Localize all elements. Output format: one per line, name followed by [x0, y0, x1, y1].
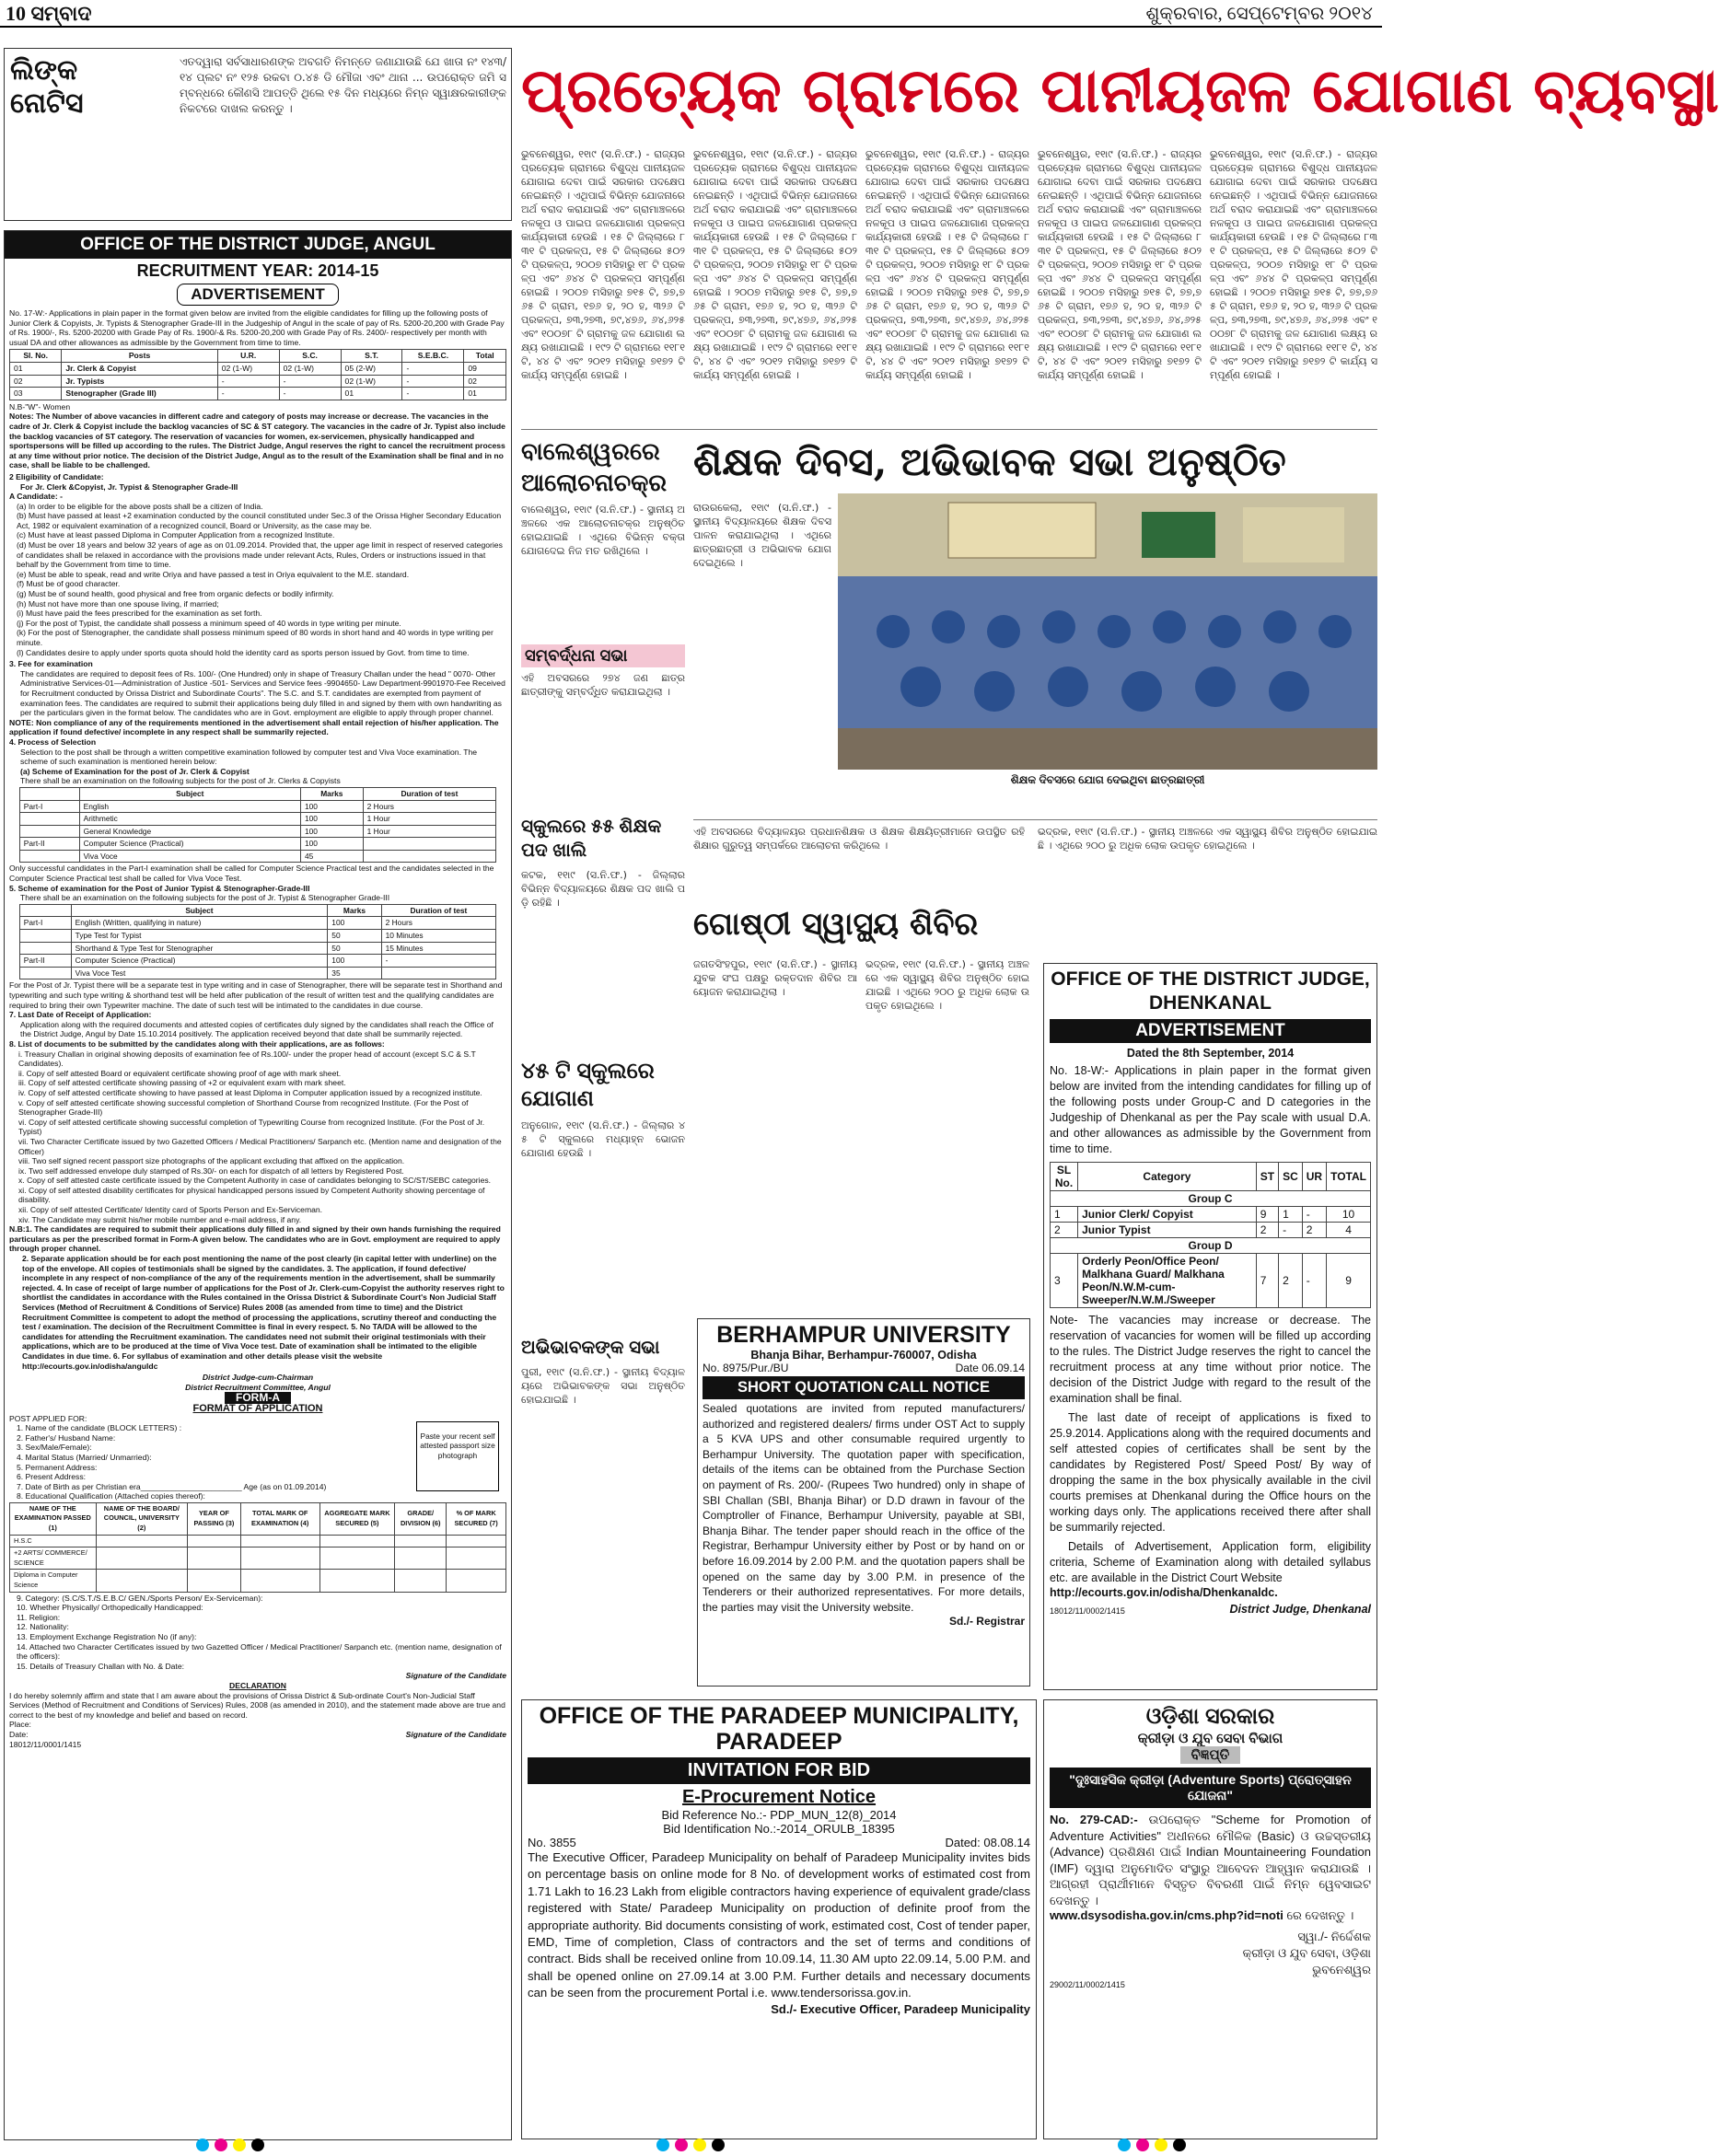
form-item: 5. Permanent Address: [17, 1462, 98, 1472]
photo-story [693, 436, 1377, 814]
table-row: Shorthand & Type Test for Stenographer 50 15 Minutes [19, 942, 495, 955]
eligibility-item: (h) Must not have more than one spouse living, if married; [17, 598, 219, 609]
docs-list [9, 1049, 506, 1225]
registration-marks [0, 2141, 1382, 2153]
dhenkanal-table: SL No. Category ST SC UR TOTAL Group C 1 Junior Clerk/ Copyist 9 1 - 10 2 Junior Typist 2 - 2 4 Group D 3 Orderly Peon/Office Peon/ Malkhana Guard/ Malkhana Peon/N.W.M-cum-Sweeper/N.W.M./Sweeper 7 2 - 9 [1050, 1162, 1371, 1308]
side-subhead: ସ୍କୁଲରେ ୫୫ ଶିକ୍ଷକ ପଦ ଖାଲି [521, 817, 662, 861]
form-item: 15. Details of Treasury Challan with No. & Date: [17, 1661, 184, 1671]
angul-signatory-2: District Recruitment Committee, Angul [185, 1382, 331, 1392]
th: U.R. [217, 350, 279, 363]
table-row: Type Test for Typist 50 10 Minutes [19, 930, 495, 943]
form-item: 10. Whether Physically/ Orthopedically Handicapped: [17, 1603, 203, 1613]
document-item: v. Copy of self attested certificate showing successful completion of Shorthand Course from recognized Institute. (For the Post of Stenographer Grade-III) [18, 1097, 469, 1118]
photo-story-intro: ରାଉରକେଲା, ୧୧ା୯ (ସ.ନି.ଫ.) - ସ୍ଥାନୀୟ ବିଦ୍ୟାଳୟରେ ଶିକ୍ଷକ ଦିବସ ପାଳନ କରାଯାଇଥିଲା । ଏଥିରେ ଛାତ୍ରଛାତ୍ରୀ ଓ ଅଭିଭାବକ ଯୋଗଦେଇଥିଲେ । [693, 502, 831, 569]
angul-office-title: OFFICE OF THE DISTRICT JUDGE, ANGUL [5, 231, 511, 259]
document-item: viii. Two self signed recent passport size photographs of the applicant excluding that affixed on the application. [18, 1156, 405, 1166]
fee-text: The candidates are required to deposit fees of Rs. 100/- (One Hundred) only in shape of Treasury Challan under the head " 0070- Other Administrative Services-01—Administration of Justice -501- Services and Service fees -9904650- Law Department-9901970-Fee Received for Recruitment conducted by Orissa District and Subordinate Courts". The S.C. and S.T. candidates are exempted from payment of examination fees. The candidates are required to submit their applications being duly filled in and signed by them with own handwriting as per the particulars given in the format below. The candidates who are in Govt. employment are eligible to apply through proper channel. [20, 668, 505, 718]
table-header-cell: AGGREGATE MARK SECURED (5) [319, 1502, 395, 1535]
recruitment-year: RECRUITMENT YEAR: 2014-15 [136, 261, 379, 280]
date-label: Date: [9, 1729, 29, 1739]
news-photo [838, 493, 1377, 770]
scheme-b-text: There shall be an examination on the following subjects for the post of Jr. Typist & Stenographer Grade-III [20, 893, 390, 903]
form-item: 8. Educational Qualification (Attached copies thereof): [17, 1491, 205, 1501]
scheme-a-table: Subject Marks Duration of test Part-I English 100 2 Hours Arithmetic 100 1 Hour General Knowledge 100 1 Hour Part-II Computer Science (Practical) 100 Viva Voce 45 [19, 787, 496, 864]
post-applied: POST APPLIED FOR: [9, 1413, 87, 1423]
table-row: Diploma in Computer Science [10, 1570, 506, 1592]
angul-signatory-1: District Judge-cum-Chairman [202, 1373, 314, 1383]
odisha-title: ଓଡ଼ିଶା ସରକାର [1145, 1704, 1275, 1729]
table-row: Viva Voce 45 [19, 850, 495, 863]
odisha-sign-2: କ୍ରୀଡ଼ା ଓ ଯୁବ ସେବା, ଓଡ଼ିଶା [1242, 1946, 1371, 1960]
document-item: vi. Copy of self attested certificate showing successful completion of Typewriting Course from recognized Institute. (For the Post of Jr. Typist) [18, 1117, 485, 1137]
document-item: xi. Copy of self attested disability certificates for physical handicapped persons issued by Competent Authority showing percentage of disability. [18, 1185, 485, 1205]
dhenkanal-website[interactable]: http://ecourts.gov.in/odisha/Dhenkanaldc. [1050, 1586, 1278, 1599]
odisha-website[interactable]: www.dsysodisha.gov.in/cms.php?id=noti ରେ ଦେଖନ୍ତୁ । [1050, 1908, 1354, 1922]
th: Total [464, 350, 506, 363]
group-c-label: Group C [1051, 1191, 1371, 1207]
main-story-col-3: ଭୁବନେଶ୍ୱର, ୧୧ା୯ (ସ.ନି.ଫ.) - ରାଜ୍ୟର ପ୍ରତ୍ୟେକ ଗ୍ରାମରେ ବିଶୁଦ୍ଧ ପାନୀୟଜଳ ଯୋଗାଇ ଦେବା ପାଇଁ ସରକାର ପଦକ୍ଷେପ ନେଇଛନ୍ତି । ଏଥିପାଇଁ ବିଭିନ୍ନ ଯୋଜନାରେ ଅର୍ଥ ବରାଦ କରାଯାଇଛି ଏବଂ ଗ୍ରାମାଞ୍ଚଳରେ ନଳକୂପ ଓ ପାଇପ ଜଳଯୋଗାଣ ପ୍ରକଳ୍ପ କାର୍ଯ୍ୟକାରୀ ହେଉଛି । ୧୫ ଟି ଜିଲ୍ଲାରେ ୮୩୧ ଟି ପ୍ରକଳ୍ପ, ୧୫ ଟି ଜିଲ୍ଲାରେ ୫୦୨ ଟି ପ୍ରକଳ୍ପ, ୨୦୦୭ ମସିହାରୁ ୧୮ ଟି ପ୍ରକଳ୍ପ ଏବଂ ୬୪୪ ଟି ପ୍ରକଳ୍ପ ସମ୍ପୂର୍ଣ୍ଣ ହୋଇଛି । ୨୦୦୭ ମସିହାରୁ ୭୧୫ ଟି, ୭୭,୭୬୫ ଟି ଗ୍ରାମ, ୧୭୬ ହ, ୨୦ ହ, ୩୨୬ ଟି ପ୍ରକଳ୍ପ, ୭୩,୨୭୩, ୭୯,୪୭୬, ୬୪,୬୨୫ ଏବଂ ୧୦୦୭୮ ଟି ଗ୍ରାମକୁ ଜଳ ଯୋଗାଣ ଲକ୍ଷ୍ୟ ରଖାଯାଇଛି । ୧୯୨ ଟି ଗ୍ରାମରେ ୧୧୮୧ ଟି, ୪୪ ଟି ଏବଂ ୨୦୧୨ ମସିହାରୁ ୭୧୭୨ ଟି କାର୍ଯ୍ୟ ସମ୍ପୂର୍ଣ୍ଣ ହୋଇଛି । [865, 148, 1029, 381]
paradeep-title: OFFICE OF THE PARADEEP MUNICIPALITY, PARADEEP [539, 1703, 1019, 1755]
document-item: iv. Copy of self attested certificate showing to have passed at least Diploma in Computer application issued by a recognized institute. [18, 1087, 482, 1097]
group-d-label: Group D [1051, 1238, 1371, 1254]
dhenkanal-advert: ADVERTISEMENT [1050, 1019, 1371, 1043]
dhenkanal-note: Note- The vacancies may increase or decrease. The reservation of vacancies for women will be filled up according to the rules. The District Judge reserves the right to cancel the recruitment process at any time without prior notice. The decision of the District Judge with regard to the result of the examination shall be final. [1050, 1314, 1371, 1405]
photo-caption: ଶିକ୍ଷକ ଦିବସରେ ଯୋଗ ଦେଇଥିବା ଛାତ୍ରଛାତ୍ରୀ [1010, 773, 1205, 786]
document-item: i. Treasury Challan in original showing deposits of examination fee of Rs.100/- under the proper head of account (except S.C & S.T Candidates). [18, 1049, 476, 1069]
th: Posts [62, 350, 217, 363]
bu-address: Bhanja Bihar, Berhampur-760007, Odisha [750, 1349, 977, 1362]
paradeep-no: No. 3855 [528, 1836, 576, 1849]
masthead: ସମ୍ବାଦ [30, 2, 92, 25]
dhenkanal-office: OFFICE OF THE DISTRICT JUDGE, DHENKANAL [1051, 968, 1370, 1014]
table-row: 01 Jr. Clerk & Copyist 02 (1-W) 02 (1-W) 05 (2-W) - 09 [10, 362, 506, 375]
angul-vacancy-table [9, 349, 506, 400]
notice-title: ଲିଙ୍କ ନୋଟିସ [10, 54, 84, 120]
date-line: ଶୁକ୍ରବାର, ସେପ୍ଟେମ୍ବର ୨୦୧୪ [1145, 4, 1373, 24]
page-number: 10 ସମ୍ବାଦ [6, 2, 92, 25]
table-row: H.S.C [10, 1535, 506, 1547]
th: Sl. No. [10, 350, 62, 363]
angul-notes: Notes: The Number of above vacancies in different cadre and category of posts may increase or decrease. The vacancies in the cadre of Jr. Clerk & Copyist include the backlog vacancies of SC & ST category. The vacancies in the cadre of Jr. Typist also include the backlog vacancies of ST category. The reservation of vacancies for women, ex-servicemen, physically handicapped and sportspersons will be filled up according to the rules. The District Judge, Angul reserves the right to cancel the recruitment process at any time without prior notice. The decision of the District Judge, Angul as to the result of the Examination shall be final and in no case, shall be liable to be challenged. [9, 411, 505, 470]
signature-candidate-1: Signature of the Candidate [405, 1671, 506, 1681]
eligibility-item: (l) Candidates desire to apply under sports quota should hold the identity card as sports person issued by Govt. from time to time. [17, 647, 470, 657]
scheme-a-heading: (a) Scheme of Examination for the post of Jr. Clerk & Copyist [20, 766, 250, 776]
bu-signatory: Sd./- Registrar [948, 1615, 1025, 1629]
odisha-body: No. 279-CAD:- ଉପରୋକ୍ତ "Scheme for Promotion of Adventure Activities" ଅଧୀନରେ ମୌଳିକ (Basic) ଓ ଉଚ୍ଚସ୍ତରୀୟ (Advance) ପ୍ରଶିକ୍ଷଣ ପାଇଁ Indian Mountaineering Foundation (IMF) ଦ୍ୱାରା ଅନୁମୋଦିତ ସଂସ୍ଥାରୁ ଆବେଦନ ଆହ୍ୱାନ କରାଯାଉଛି । ଆଗ୍ରହୀ ପ୍ରାର୍ଥୀମାନେ ବିସ୍ତୃତ ବିବରଣୀ ପାଇଁ ନିମ୍ନ ୱେବସାଇଟ ଦେଖନ୍ତୁ । [1050, 1813, 1371, 1907]
form-item: 12. Nationality: [17, 1622, 69, 1632]
paradeep-body: The Executive Officer, Paradeep Municipality on behalf of Paradeep Municipality invites bids on percentage basis on online mode for 8 No. of development works of estimated cost from 1.71 Lakh to 16.23 Lakh from eligible contractors having experience of equivalent grade/class registered with State/ Paradeep Municipality on production of definite proof from the appropriate authority. Bid documents consisting of work, estimated cost, Cost of tender paper, EMD, Time of completion, Class of contractors and the set of terms and conditions of contract. Bids shall be received online from 10.09.14, 11.30 AM upto 22.09.14, 5.00 P.M. and shall be opened online on 27.09.14 at 3.00 P.M. Further details and necessary documents can be seen from the procurement Portal i.e. www.tendersorissa.gov.in. [528, 1850, 1030, 2000]
form-item: 9. Category: (S.C/S.T./S.E.B.C/ GEN./Sports Person/ Ex-Serviceman): [17, 1593, 263, 1603]
dhenkanal-advertisement [1043, 963, 1377, 1690]
notice-body: ଏତଦ୍ୱାରା ସର୍ବସାଧାରଣଙ୍କ ଅବଗତି ନିମନ୍ତେ ଜଣାଯାଉଛି ଯେ ଖାତା ନଂ ୧୪୩/୧୪ ପ୍ଲଟ ନଂ ୧୨୫ ରକବା ୦.୪୫ ଡି ମୌଜା ଏବଂ ଥାନା ... ଉପରୋକ୍ତ ଜମି ସମ୍ବନ୍ଧରେ କୌଣସି ଆପତ୍ତି ଥିଲେ ୧୫ ଦିନ ମଧ୍ୟରେ ନିମ୍ନ ସ୍ୱାକ୍ଷରକାରୀଙ୍କ ନିକଟରେ ଦାଖଲ କରନ୍ତୁ । [180, 55, 506, 115]
table-row: General Knowledge 100 1 Hour [19, 825, 495, 838]
legal-notice-ad [4, 48, 512, 221]
eligibility-item: (f) Must be of good character. [17, 579, 121, 589]
th: S.E.B.C. [402, 350, 464, 363]
table-row: +2 ARTS/ COMMERCE/ SCIENCE [10, 1547, 506, 1570]
selection-heading: 4. Process of Selection [9, 736, 97, 747]
docs-heading: 8. List of documents to be submitted by the candidates along with their applications, are as follows: [9, 1038, 385, 1049]
advertisement-label: ADVERTISEMENT [177, 284, 338, 306]
paradeep-invitation: INVITATION FOR BID [528, 1757, 1030, 1784]
table-row: 2 Junior Typist 2 - 2 4 [1051, 1223, 1371, 1238]
form-item: 6. Present Address: [17, 1472, 86, 1482]
middle-story-col-2: ଭଦ୍ରକ, ୧୧ା୯ (ସ.ନି.ଫ.) - ସ୍ଥାନୀୟ ଅଞ୍ଚଳରେ ଏକ ସ୍ୱାସ୍ଥ୍ୟ ଶିବିର ଅନୁଷ୍ଠିତ ହୋଇଯାଇଛି । ଏଥିରେ ୨୦୦ ରୁ ଅଧିକ ଲୋକ ଉପକୃତ ହୋଇଥିଲେ । [865, 958, 1029, 1012]
table-row: 03 Stenographer (Grade III) - - 01 - 01 [10, 388, 506, 400]
side-subhead-3: ଅଭିଭାବକଙ୍କ ସଭା [521, 1338, 660, 1358]
angul-advertisement [4, 230, 512, 2140]
paradeep-bid-ref: Bid Reference No.:- PDP_MUN_12(8)_2014 [661, 1808, 897, 1822]
form-item: 11. Religion: [17, 1612, 61, 1622]
scheme-b-heading: 5. Scheme of examination for the Post of Junior Typist & Stenographer-Grade-III [9, 883, 310, 893]
table-row: Part-I English 100 2 Hours [19, 800, 495, 813]
form-item: 3. Sex/Male/Female): [17, 1443, 92, 1453]
odisha-sign-1: ସ୍ୱା./- ନିର୍ଦ୍ଦେଶକ [1297, 1930, 1371, 1943]
form-item: 7. Date of Birth as per Christian era_______________________ Age (as on 01.09.2014) [17, 1481, 327, 1491]
angul-note: NOTE: Non compliance of any of the requirements mentioned in the advertisement shall entail rejection of his/her application. The application if found defective/ incomplete in any respect shall be summarily rejected. [9, 717, 499, 737]
document-item: ii. Copy of self attested Board or equivalent certificate showing proof of age with mark sheet. [18, 1068, 342, 1078]
paradeep-notice [521, 1699, 1037, 2139]
side-body: ବାଲେଶ୍ୱର, ୧୧ା୯ (ସ.ନି.ଫ.) - ସ୍ଥାନୀୟ ଅଞ୍ଚଳରେ ଏକ ଆଲୋଚନାଚକ୍ର ଅନୁଷ୍ଠିତ ହୋଇଯାଇଛି । ଏଥିରେ ବିଭିନ୍ନ ବକ୍ତା ଯୋଗଦେଇ ନିଜ ମତ ରଖିଥିଲେ । [521, 504, 685, 557]
side-story [521, 436, 685, 1688]
photo-box: Paste your recent self attested passport size photograph [416, 1421, 499, 1491]
table-row: 02 Jr. Typists - - 02 (1-W) - 02 [10, 375, 506, 388]
nb1: N.B:1. The candidates are required to submit their applications duly filled in and signed by their own hands furnishing the required particulars as per the prescribed format in Form-A given below. The candidates who are in Govt. employment are required to apply through proper channel. [9, 1224, 501, 1254]
document-item: vii. Two Character Certificate issued by two Gazetted Officers / Medical Practitioners/ Sarpanch etc. (Mention name and designation of the Officer) [18, 1136, 502, 1156]
form-subtitle: FORMAT OF APPLICATION [192, 1402, 323, 1414]
eligibility-heading: 2 Eligibility of Candidate: [9, 471, 104, 481]
form-item: 14. Attached two Character Certificates issued by two Gazetted Officer / Medical Practitioner/ Sarpanch etc. (mention name, designation of the officers): [17, 1641, 502, 1662]
th: S.C. [279, 350, 341, 363]
scheme-a-text: There shall be an examination on the following subjects for the post of Jr. Clerks & Copyists [20, 776, 341, 786]
bu-body: Sealed quotations are invited from reputed manufacturers/ authorized and registered dealers/ firms under OST Act to supply a 5 KVA UPS and other consumable required urgently to Berhampur University. The quotation paper with specification, details of the items can be obtained from the Purchase Section on payment of Rs. 200/- (Rupees Two hundred) only in shape of SBI Challan (SBI, Bhanja Bihar) or D.D drawn in favour of the Comptroller of Finance, Berhampur University, payable at SBI, Bhanja Bihar. The tender paper should reach in the office of the Registrar, Berhampur University either by Post or by hand on or before 16.09.2014 by 2.00 P.M. and the quotation papers shall be opened on the same day by 3.00 P.M. in presence of the Tenderers or their authorized representatives. For more details, the parties may visit the University website. [703, 1402, 1025, 1614]
side-subhead-2: ୪୫ ଟି ସ୍କୁଲରେ ଯୋଗାଣ [521, 1059, 655, 1111]
table-row: 3 Orderly Peon/Office Peon/ Malkhana Guard/ Malkhana Peon/N.W.M-cum-Sweeper/N.W.M./Sweeper 7 2 - 9 [1051, 1254, 1371, 1308]
angul-ref: 18012/11/0001/1415 [9, 1739, 82, 1749]
paradeep-signatory: Sd./- Executive Officer, Paradeep Municipality [771, 2001, 1030, 2016]
main-story-col-5: ଭୁବନେଶ୍ୱର, ୧୧ା୯ (ସ.ନି.ଫ.) - ରାଜ୍ୟର ପ୍ରତ୍ୟେକ ଗ୍ରାମରେ ବିଶୁଦ୍ଧ ପାନୀୟଜଳ ଯୋଗାଇ ଦେବା ପାଇଁ ସରକାର ପଦକ୍ଷେପ ନେଇଛନ୍ତି । ଏଥିପାଇଁ ବିଭିନ୍ନ ଯୋଜନାରେ ଅର୍ଥ ବରାଦ କରାଯାଇଛି ଏବଂ ଗ୍ରାମାଞ୍ଚଳରେ ନଳକୂପ ଓ ପାଇପ ଜଳଯୋଗାଣ ପ୍ରକଳ୍ପ କାର୍ଯ୍ୟକାରୀ ହେଉଛି । ୧୫ ଟି ଜିଲ୍ଲାରେ ୮୩୧ ଟି ପ୍ରକଳ୍ପ, ୧୫ ଟି ଜିଲ୍ଲାରେ ୫୦୨ ଟି ପ୍ରକଳ୍ପ, ୨୦୦୭ ମସିହାରୁ ୧୮ ଟି ପ୍ରକଳ୍ପ ଏବଂ ୬୪୪ ଟି ପ୍ରକଳ୍ପ ସମ୍ପୂର୍ଣ୍ଣ ହୋଇଛି । ୨୦୦୭ ମସିହାରୁ ୭୧୫ ଟି, ୭୭,୭୬୫ ଟି ଗ୍ରାମ, ୧୭୬ ହ, ୨୦ ହ, ୩୨୬ ଟି ପ୍ରକଳ୍ପ, ୭୩,୨୭୩, ୭୯,୪୭୬, ୬୪,୬୨୫ ଏବଂ ୧୦୦୭୮ ଟି ଗ୍ରାମକୁ ଜଳ ଯୋଗାଣ ଲକ୍ଷ୍ୟ ରଖାଯାଇଛି । ୧୯୨ ଟି ଗ୍ରାମରେ ୧୧୮୧ ଟି, ୪୪ ଟି ଏବଂ ୨୦୧୨ ମସିହାରୁ ୭୧୭୨ ଟି କାର୍ଯ୍ୟ ସମ୍ପୂର୍ଣ୍ଣ ହୋଇଛି । [1210, 148, 1377, 381]
middle-story-col-1: ଜଗତସିଂହପୁର, ୧୧ା୯ (ସ.ନି.ଫ.) - ସ୍ଥାନୀୟ ଯୁବକ ସଂଘ ପକ୍ଷରୁ ରକ୍ତଦାନ ଶିବିର ଆୟୋଜନ କରାଯାଇଥିଲା । [693, 958, 857, 998]
eligibility-item: (d) Must be over 18 years and below 32 years of age as on 01.09.2014. Provided that, the upper age limit in respect of reserved categories of candidates shall be relaxed in accordance with the provisions made under relevant Acts, Rules, Orders or instructions issued in that behalf by the Government from time to time. [17, 540, 503, 570]
nb-more: 2. Separate application should be for each post mentioning the name of the post clearly (in capital letter with underline) on the top of the envelope. All copies of testimonials shall be signed by the candidates. 3. The application, if found defective/ incomplete in any respect of non-compliance of the any of the requirements mention in the advertisement, shall be summarily rejected. 4. In case of receipt of large number of applications for the Post of Jr. Clerk-cum-Copyist the authority reserves right to shortlist the candidates in accordance with the Rules contained in the Orissa District & Subordinate Court's Non Judicial Staff Services (Method of Recruitment & Conditions of Service) Rules 2008 (as amended from time to time) and the District Recruitment Committee is competent to adopt the method of processing the applications, scrutiny thereof and conducting the test / examination. The decision of the Recruitment Committee is final in every respect. 5. No TA/DA will be allowed to the candidates for attending the Recruitment examination. The candidates need not submit their original testimonials with their applications, which are to be produced at the time of Viva Voce test. Date of examination shall be intimated to the eligible Candidates in due time. 6. For syllabus of examination and other details please visit the website http://ecourts.gov.in/odisha/anguldc [22, 1254, 505, 1371]
form-item: 13. Employment Exchange Registration No (if any): [17, 1632, 197, 1641]
signature-candidate-2: Signature of the Candidate [405, 1729, 506, 1739]
table-header-cell: % OF MARK SECURED (7) [447, 1502, 506, 1535]
odisha-sub: ବିଜ୍ଞପ୍ତି [1180, 1746, 1241, 1764]
form-item: 4. Marital Status (Married/ Unmarried): [17, 1452, 152, 1462]
paradeep-dated: Dated: 08.08.14 [945, 1836, 1030, 1849]
scheme-b-after: For the Post of Jr. Typist there will be a separate test in type writing and in case of Stenographer, there will be separate test in Shorthand and typewriting and such type writing & shorthand test will be held after publication of the result of written test and the qualifying candidates are required to bring their own Typewriter machine. The date of such test will be intimated to the candidates in due course. [9, 980, 503, 1010]
bu-no: No. 8975/Pur./BU [703, 1362, 789, 1374]
dhenkanal-intro: No. 18-W:- Applications in plain paper in the format given below are invited from the intending candidates for filling up of the following posts under Group-C and D categories in the Judgeship of Dhenkanal as per the Pay scale with usual D.A. and other allowances as admissible by the Government from time to time. [1050, 1064, 1371, 1155]
dhenkanal-signatory: District Judge, Dhenkanal [1229, 1603, 1371, 1616]
paradeep-eproc: E-Procurement Notice [681, 1787, 877, 1807]
document-item: ix. Two self addressed envelope duly stamped of Rs.30/- on each for dispatch of all letters by Registered Post. [18, 1165, 404, 1176]
qualification-table [9, 1502, 506, 1593]
dhenkanal-details: Details of Advertisement, Application form, eligibility criteria, Scheme of Examination along with detailed syllabus etc. are available in the District Court Website [1050, 1540, 1371, 1584]
document-item: xiv. The Candidate may submit his/her mobile number and e-mail address, if any. [18, 1214, 302, 1224]
table-row: Part-I English (Written, qualifying in nature) 100 2 Hours [19, 917, 495, 930]
eligibility-item: (j) For the post of Typist, the candidate shall possess a minimum speed of 40 words in type writing per minute. [17, 618, 401, 628]
candidate-heading: A Candidate: - [9, 492, 63, 502]
odisha-sign-3: ଭୁବନେଶ୍ୱର [1312, 1963, 1371, 1976]
eligibility-item: (c) Must have at least passed Diploma in Computer Application from a recognized Institute. [17, 530, 335, 540]
side-body-5: ପୁରୀ, ୧୧ା୯ (ସ.ନି.ଫ.) - ସ୍ଥାନୀୟ ବିଦ୍ୟାଳୟରେ ଅଭିଭାବକଙ୍କ ସଭା ଅନୁଷ୍ଠିତ ହୋଇଯାଇଛି । [521, 1366, 685, 1406]
table-header-cell: NAME OF THE BOARD/ COUNCIL, UNIVERSITY (2) [96, 1502, 188, 1535]
th: S.T. [341, 350, 402, 363]
table-header-cell: NAME OF THE EXAMINATION PASSED (1) [10, 1502, 97, 1535]
side-headline: ବାଲେଶ୍ୱରରେ ଆଲୋଚନାଚକ୍ର [521, 438, 668, 497]
side-body-4: ଅନୁଗୋଳ, ୧୧ା୯ (ସ.ନି.ଫ.) - ଜିଲ୍ଲାର ୪୫ ଟି ସ୍କୁଲରେ ମଧ୍ୟାହ୍ନ ଭୋଜନ ଯୋଗାଣ ହେଉଛି । [521, 1119, 685, 1159]
table-header-cell: YEAR OF PASSING (3) [188, 1502, 241, 1535]
dhenkanal-last-date: The last date of receipt of applications is fixed to 25.9.2014. Applications along with the required documents and self attested copies of certificates shall be sent by the candidates by Registered Post/ Speed Post/ By way of dropping the same in the box physically available in the civil courts premises at Dhenkanal during the Office hours on the working days only. The applications received there after shall be summarily rejected. [1050, 1411, 1371, 1534]
odisha-banner: "ଦୁଃସାହସିକ କ୍ରୀଡ଼ା (Adventure Sports) ପ୍ରୋତ୍ସାହନ ଯୋଜନା" [1050, 1768, 1371, 1808]
photo-story-col-b: ଭଦ୍ରକ, ୧୧ା୯ (ସ.ନି.ଫ.) - ସ୍ଥାନୀୟ ଅଞ୍ଚଳରେ ଏକ ସ୍ୱାସ୍ଥ୍ୟ ଶିବିର ଅନୁଷ୍ଠିତ ହୋଇଯାଇଛି । ଏଥିରେ ୨୦୦ ରୁ ଅଧିକ ଲୋକ ଉପକୃତ ହୋଇଥିଲେ । [1038, 826, 1377, 852]
table-row: Arithmetic 100 1 Hour [19, 813, 495, 826]
declaration-text: I do hereby solemnly affirm and state that I am aware about the provisions of Orissa District & Sub-ordinate Court's Non-Judicial Staff Services (Method of Recruitment and Conditions of Services) Rules, 2008 (as amended in 2010), and the statement made above are true and correct to the best of my knowledge and belief and based on record. [9, 1690, 505, 1720]
side-body-3: କଟକ, ୧୧ା୯ (ସ.ନି.ଫ.) - ଜିଲ୍ଲାର ବିଭିନ୍ନ ବିଦ୍ୟାଳୟରେ ଶିକ୍ଷକ ପଦ ଖାଲି ପଡ଼ି ରହିଛି । [521, 869, 685, 909]
form-items-2 [9, 1594, 506, 1672]
main-story-col-1: ଭୁବନେଶ୍ୱର, ୧୧ା୯ (ସ.ନି.ଫ.) - ରାଜ୍ୟର ପ୍ରତ୍ୟେକ ଗ୍ରାମରେ ବିଶୁଦ୍ଧ ପାନୀୟଜଳ ଯୋଗାଇ ଦେବା ପାଇଁ ସରକାର ପଦକ୍ଷେପ ନେଇଛନ୍ତି । ଏଥିପାଇଁ ବିଭିନ୍ନ ଯୋଜନାରେ ଅର୍ଥ ବରାଦ କରାଯାଇଛି ଏବଂ ଗ୍ରାମାଞ୍ଚଳରେ ନଳକୂପ ଓ ପାଇପ ଜଳଯୋଗାଣ ପ୍ରକଳ୍ପ କାର୍ଯ୍ୟକାରୀ ହେଉଛି । ୧୫ ଟି ଜିଲ୍ଲାରେ ୮୩୧ ଟି ପ୍ରକଳ୍ପ, ୧୫ ଟି ଜିଲ୍ଲାରେ ୫୦୨ ଟି ପ୍ରକଳ୍ପ, ୨୦୦୭ ମସିହାରୁ ୧୮ ଟି ପ୍ରକଳ୍ପ ଏବଂ ୬୪୪ ଟି ପ୍ରକଳ୍ପ ସମ୍ପୂର୍ଣ୍ଣ ହୋଇଛି । ୨୦୦୭ ମସିହାରୁ ୭୧୫ ଟି, ୭୭,୭୬୫ ଟି ଗ୍ରାମ, ୧୭୬ ହ, ୨୦ ହ, ୩୨୬ ଟି ପ୍ରକଳ୍ପ, ୭୩,୨୭୩, ୭୯,୪୭୬, ୬୪,୬୨୫ ଏବଂ ୧୦୦୭୮ ଟି ଗ୍ରାମକୁ ଜଳ ଯୋଗାଣ ଲକ୍ଷ୍ୟ ରଖାଯାଇଛି । ୧୯୨ ଟି ଗ୍ରାମରେ ୧୧୮୧ ଟି, ୪୪ ଟି ଏବଂ ୨୦୧୨ ମସିହାରୁ ୭୧୭୨ ଟି କାର୍ଯ୍ୟ ସମ୍ପୂର୍ଣ୍ଣ ହୋଇଛି । [521, 148, 685, 381]
scheme-a-after: Only successful candidates in the Part-I examination shall be called for Computer Science Practical test and the candidates selected in the Computer Science Practical test shall be called for Viva Voce Test. [9, 864, 494, 884]
odisha-dept: କ୍ରୀଡ଼ା ଓ ଯୁବ ସେବା ବିଭାଗ [1137, 1731, 1283, 1746]
photo-story-headline: ଶିକ୍ଷକ ଦିବସ, ଅଭିଭାବକ ସଭା ଅନୁଷ୍ଠିତ [693, 439, 1286, 484]
document-item: x. Copy of self attested caste certificate issued by the Competent Authority in case of candidates belonging to SC/ST/SEBC categories. [18, 1176, 492, 1186]
last-date-text: Application along with the required documents and attested copies of certificates duly signed by the candidates shall reach the Office of the District Judge, Angul by Date 15.10.2014 positively. The application received beyond that date shall be summarily rejected. [20, 1019, 494, 1039]
bu-date: Date 06.09.14 [955, 1362, 1025, 1374]
classroom-photo-illustration [838, 493, 1377, 770]
eligibility-sub: For Jr. Clerk &Copyist, Jr. Typist & Stenographer Grade-III [20, 481, 238, 492]
place-label: Place: [9, 1720, 31, 1730]
form-item: 2. Father's/ Husband Name: [17, 1432, 116, 1443]
declaration-title: DECLARATION [229, 1680, 286, 1690]
odisha-sports-ad [1043, 1699, 1377, 2139]
eligibility-item: (e) Must be able to speak, read and write Oriya and have passed a test in Oriya equivalent to the M.E. standard. [17, 569, 410, 579]
scheme-b-table: Subject Marks Duration of test Part-I English (Written, qualifying in nature) 100 2 Hours Type Test for Typist 50 10 Minutes Shorthand & Type Test for Stenographer 50 15 Minutes Part-II Computer Science (Practical) 100 - Viva Voce Test 35 [19, 904, 496, 980]
page-header [0, 0, 1382, 28]
last-date-heading: 7. Last Date of Receipt of Application: [9, 1010, 152, 1020]
side-highlight: ସମ୍ବର୍ଦ୍ଧନା ସଭା [521, 644, 685, 667]
eligibility-item: (a) In order to be eligible for the above posts shall be a citizen of India. [17, 501, 263, 511]
table-row: 1 Junior Clerk/ Copyist 9 1 - 10 [1051, 1207, 1371, 1223]
angul-intro: No. 17-W:- Applications in plain paper in the format given below are invited from the eligible candidates for filling up the following posts of Junior Clerk & Copyists, Jr. Typists & Stenographer Grade-III in the Judgeship of Angul in the scale of pay of Rs. 5200-20,200 with Grade Pay of Rs. 1900/-, Rs. 5200-20200 with Grade Pay of Rs. 1900/-& Rs. 5200-20,200 with Grade Pay of Rs. 2400/- respectively per month with usual DA and other allowances as admissible by the Government from time to time. [9, 308, 505, 347]
table-row: Part-II Computer Science (Practical) 100 - [19, 955, 495, 968]
odisha-ref: 29002/11/0002/1415 [1050, 1980, 1125, 1989]
side-body-2: ଏହି ଅବସରରେ ୨୭୪ ଜଣ ଛାତ୍ରଛାତ୍ରୀଙ୍କୁ ସମ୍ବର୍ଦ୍ଧିତ କରାଯାଇଥିଲା । [521, 672, 685, 698]
dhenkanal-ref: 18012/11/0002/1415 [1050, 1606, 1125, 1616]
eligibility-item: (b) Must have passed at least +2 examination conducted by the council constituted under Sec.3 of the Orissa Higher Secondary Education Act, 1982 or equivalent examination of a recognized council, Board or University, as the case may be. [17, 511, 502, 530]
bu-title: BERHAMPUR UNIVERSITY [716, 1322, 1011, 1348]
table-row: Viva Voce Test 35 [19, 967, 495, 979]
table-header-cell: GRADE/ DIVISION (6) [395, 1502, 447, 1535]
paradeep-bid-id: Bid Identification No.:-2014_ORULB_18395 [663, 1822, 895, 1836]
document-item: iii. Copy of self attested certificate showing passing of +2 or equivalent exam with mark sheet. [18, 1078, 346, 1088]
bu-notice-label: SHORT QUOTATION CALL NOTICE [703, 1376, 1025, 1399]
dhenkanal-dated: Dated the 8th September, 2014 [1126, 1047, 1295, 1060]
table-header-cell: TOTAL MARK OF EXAMINATION (4) [240, 1502, 319, 1535]
fee-heading: 3. Fee for examination [9, 659, 93, 669]
selection-text: Selection to the post shall be through a written competitive examination followed by computer test and Viva Voce examination. The scheme of such examination is mentioned herein below: [20, 747, 478, 767]
form-item: 1. Name of the candidate (BLOCK LETTERS) : [17, 1423, 182, 1433]
form-items [9, 1423, 397, 1501]
table-row: Part-II Computer Science (Practical) 100 [19, 838, 495, 851]
eligibility-item: (i) Must have paid the fees prescribed for the examination as set forth. [17, 609, 262, 619]
middle-headline: ଗୋଷ୍ଠୀ ସ୍ୱାସ୍ଥ୍ୟ ଶିବିର [693, 906, 979, 943]
main-story-col-2: ଭୁବନେଶ୍ୱର, ୧୧ା୯ (ସ.ନି.ଫ.) - ରାଜ୍ୟର ପ୍ରତ୍ୟେକ ଗ୍ରାମରେ ବିଶୁଦ୍ଧ ପାନୀୟଜଳ ଯୋଗାଇ ଦେବା ପାଇଁ ସରକାର ପଦକ୍ଷେପ ନେଇଛନ୍ତି । ଏଥିପାଇଁ ବିଭିନ୍ନ ଯୋଜନାରେ ଅର୍ଥ ବରାଦ କରାଯାଇଛି ଏବଂ ଗ୍ରାମାଞ୍ଚଳରେ ନଳକୂପ ଓ ପାଇପ ଜଳଯୋଗାଣ ପ୍ରକଳ୍ପ କାର୍ଯ୍ୟକାରୀ ହେଉଛି । ୧୫ ଟି ଜିଲ୍ଲାରେ ୮୩୧ ଟି ପ୍ରକଳ୍ପ, ୧୫ ଟି ଜିଲ୍ଲାରେ ୫୦୨ ଟି ପ୍ରକଳ୍ପ, ୨୦୦୭ ମସିହାରୁ ୧୮ ଟି ପ୍ରକଳ୍ପ ଏବଂ ୬୪୪ ଟି ପ୍ରକଳ୍ପ ସମ୍ପୂର୍ଣ୍ଣ ହୋଇଛି । ୨୦୦୭ ମସିହାରୁ ୭୧୫ ଟି, ୭୭,୭୬୫ ଟି ଗ୍ରାମ, ୧୭୬ ହ, ୨୦ ହ, ୩୨୬ ଟି ପ୍ରକଳ୍ପ, ୭୩,୨୭୩, ୭୯,୪୭୬, ୬୪,୬୨୫ ଏବଂ ୧୦୦୭୮ ଟି ଗ୍ରାମକୁ ଜଳ ଯୋଗାଣ ଲକ୍ଷ୍ୟ ରଖାଯାଇଛି । ୧୯୨ ଟି ଗ୍ରାମରେ ୧୧୮୧ ଟି, ୪୪ ଟି ଏବଂ ୨୦୧୨ ମସିହାରୁ ୭୧୭୨ ଟି କାର୍ଯ୍ୟ ସମ୍ପୂର୍ଣ୍ଣ ହୋଇଛି । [693, 148, 857, 381]
eligibility-item: (k) For the post of Stenographer, the candidate shall possess minimum speed of 80 words in short hand and 40 words in type writing per minute. [17, 628, 494, 647]
eligibility-list [9, 502, 506, 658]
form-a-title: FORM-A [225, 1392, 291, 1404]
nb-women: N.B-"W"- Women [9, 401, 71, 411]
eligibility-item: (g) Must be of sound health, good physical and free from organic defects or bodily infirmity. [17, 589, 334, 599]
main-story-col-4: ଭୁବନେଶ୍ୱର, ୧୧ା୯ (ସ.ନି.ଫ.) - ରାଜ୍ୟର ପ୍ରତ୍ୟେକ ଗ୍ରାମରେ ବିଶୁଦ୍ଧ ପାନୀୟଜଳ ଯୋଗାଇ ଦେବା ପାଇଁ ସରକାର ପଦକ୍ଷେପ ନେଇଛନ୍ତି । ଏଥିପାଇଁ ବିଭିନ୍ନ ଯୋଜନାରେ ଅର୍ଥ ବରାଦ କରାଯାଇଛି ଏବଂ ଗ୍ରାମାଞ୍ଚଳରେ ନଳକୂପ ଓ ପାଇପ ଜଳଯୋଗାଣ ପ୍ରକଳ୍ପ କାର୍ଯ୍ୟକାରୀ ହେଉଛି । ୧୫ ଟି ଜିଲ୍ଲାରେ ୮୩୧ ଟି ପ୍ରକଳ୍ପ, ୧୫ ଟି ଜିଲ୍ଲାରେ ୫୦୨ ଟି ପ୍ରକଳ୍ପ, ୨୦୦୭ ମସିହାରୁ ୧୮ ଟି ପ୍ରକଳ୍ପ ଏବଂ ୬୪୪ ଟି ପ୍ରକଳ୍ପ ସମ୍ପୂର୍ଣ୍ଣ ହୋଇଛି । ୨୦୦୭ ମସିହାରୁ ୭୧୫ ଟି, ୭୭,୭୬୫ ଟି ଗ୍ରାମ, ୧୭୬ ହ, ୨୦ ହ, ୩୨୬ ଟି ପ୍ରକଳ୍ପ, ୭୩,୨୭୩, ୭୯,୪୭୬, ୬୪,୬୨୫ ଏବଂ ୧୦୦୭୮ ଟି ଗ୍ରାମକୁ ଜଳ ଯୋଗାଣ ଲକ୍ଷ୍ୟ ରଖାଯାଇଛି । ୧୯୨ ଟି ଗ୍ରାମରେ ୧୧୮୧ ଟି, ୪୪ ଟି ଏବଂ ୨୦୧୨ ମସିହାରୁ ୭୧୭୨ ଟି କାର୍ଯ୍ୟ ସମ୍ପୂର୍ଣ୍ଣ ହୋଇଛି । [1038, 148, 1202, 381]
berhampur-university-notice [697, 1318, 1030, 1687]
main-headline: ପ୍ରତ୍ୟେକ ଗ୍ରାମରେ ପାନୀୟଜଳ ଯୋଗାଣ ବ୍ୟବସ୍ଥା [521, 54, 1719, 126]
photo-story-continued: ଏହି ଅବସରରେ ବିଦ୍ୟାଳୟର ପ୍ରଧାନଶିକ୍ଷକ ଓ ଶିକ୍ଷକ ଶିକ୍ଷୟିତ୍ରୀମାନେ ଉପସ୍ଥିତ ରହି ଶିକ୍ଷାର ଗୁରୁତ୍ୱ ସମ୍ପର୍କରେ ଆଲୋଚନା କରିଥିଲେ । [693, 826, 1025, 852]
document-item: xii. Copy of self attested Certificate/ Identity card of Sports Person and Ex-Serviceman. [18, 1205, 323, 1215]
